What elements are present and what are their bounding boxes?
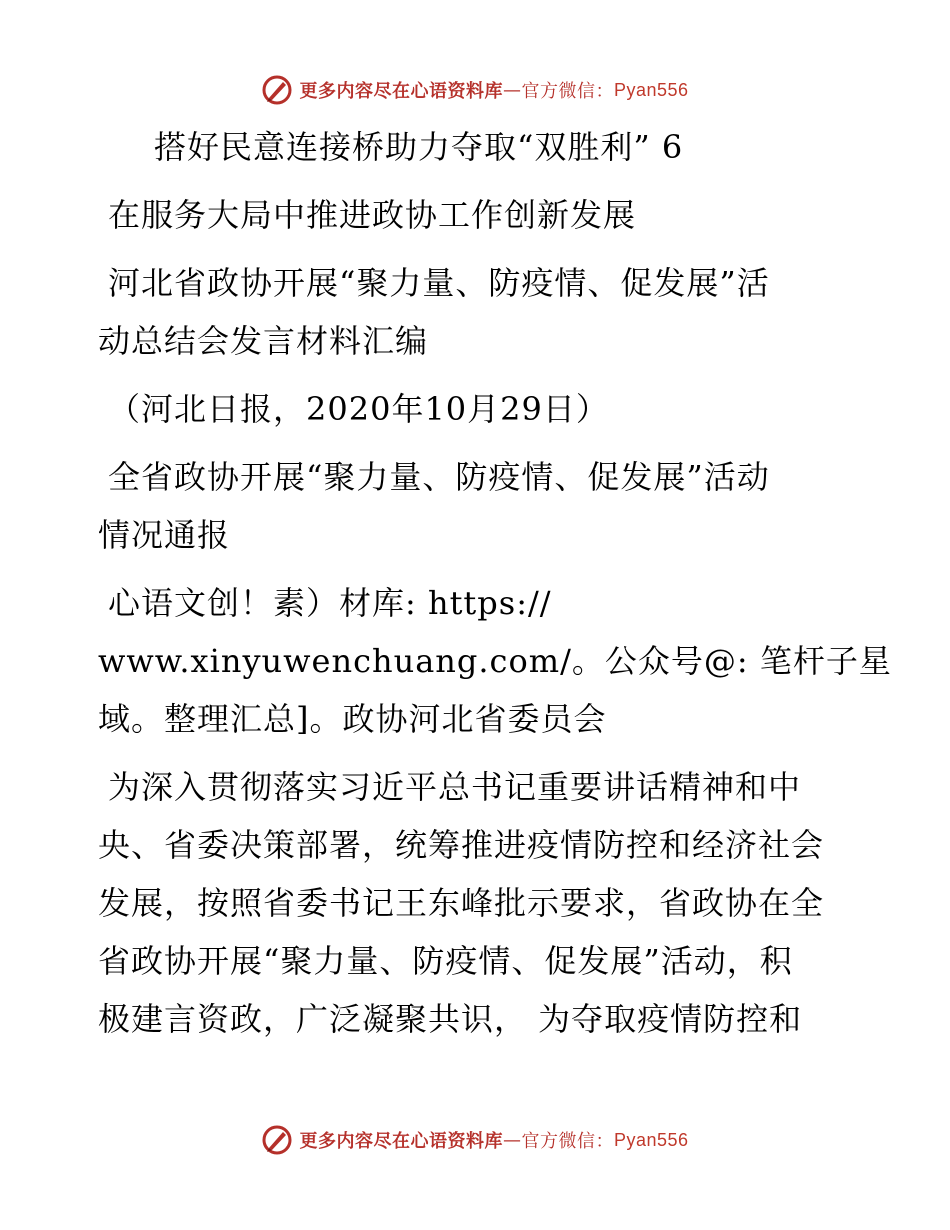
footer-banner xyxy=(0,1122,950,1158)
header-banner xyxy=(0,72,950,108)
body-line4: 省政协开展“聚力量、防疫情、促发展”活动，积 xyxy=(98,942,793,980)
banner-dash: — xyxy=(502,1129,522,1151)
body-line1: 为深入贯彻落实习近平总书记重要讲话精神和中 xyxy=(108,768,802,806)
notice-line2: www.xinyuwenchuang.com/。公众号@: 笔杆子星 xyxy=(98,642,892,680)
title-line: 搭好民意连接桥助力夺取“双胜利” 6 xyxy=(154,128,684,166)
quill-logo-icon xyxy=(261,74,293,106)
notice-line1: 心语文创！素）材库: https:// xyxy=(108,584,552,622)
quill-logo-icon xyxy=(261,1124,293,1156)
banner-main-text: 更多内容尽在心语资料库 xyxy=(299,1131,503,1152)
heading-summary-line1: 河北省政协开展“聚力量、防疫情、促发展”活 xyxy=(108,264,770,302)
banner-dash: — xyxy=(502,79,522,101)
notice-line3: 域。整理汇总]。政协河北省委员会 xyxy=(98,700,607,738)
report-line1: 全省政协开展“聚力量、防疫情、促发展”活动 xyxy=(108,458,770,496)
body-line2: 央、省委决策部署，统筹推进疫情防控和经济社会 xyxy=(98,826,825,864)
heading-summary-line2: 动总结会发言材料汇编 xyxy=(98,322,429,360)
document-body xyxy=(98,118,892,1048)
banner-main-text: 更多内容尽在心语资料库 xyxy=(299,81,503,102)
report-line2: 情况通报 xyxy=(98,516,231,554)
body-line3: 发展，按照省委书记王东峰批示要求，省政协在全 xyxy=(98,884,825,922)
banner-wechat-id: Pyan556 xyxy=(613,79,689,100)
heading-innovation: 在服务大局中推进政协工作创新发展 xyxy=(108,196,637,234)
banner-wechat-label: 官方微信： xyxy=(521,1131,614,1152)
banner-wechat-id: Pyan556 xyxy=(613,1129,689,1150)
banner-wechat-label: 官方微信： xyxy=(521,81,614,102)
body-line5: 极建言资政，广泛凝聚共识， 为夺取疫情防控和 xyxy=(98,1000,803,1038)
source-line: （河北日报，2020年10月29日） xyxy=(108,390,609,428)
